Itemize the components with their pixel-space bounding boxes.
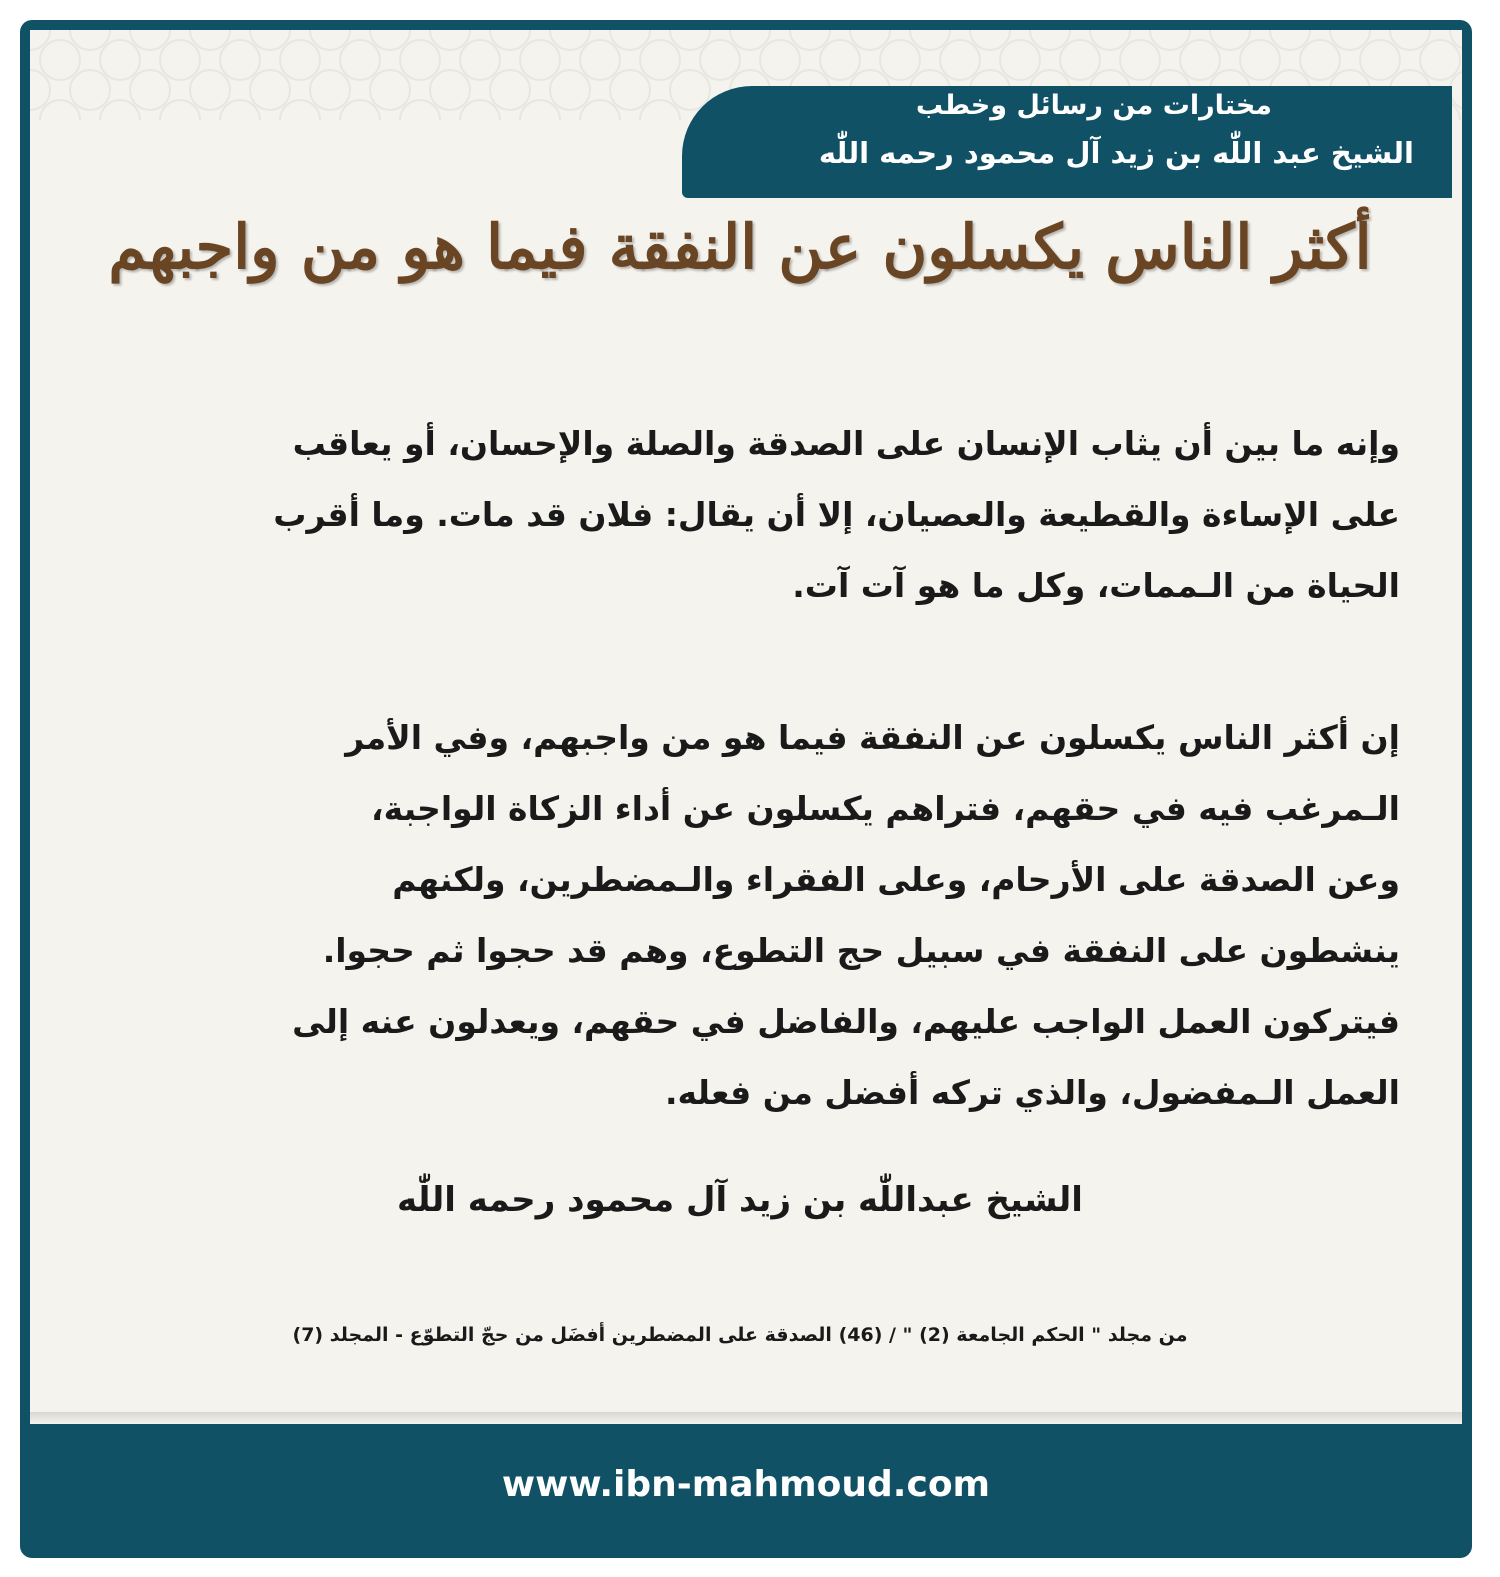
series-title: مختارات من رسائل وخطب xyxy=(915,90,1272,121)
paragraph-2 xyxy=(292,702,1400,1128)
paragraph-1 xyxy=(273,408,1400,621)
paragraph-line: إن أكثر الناس يكسلون عن النفقة فيما هو من واجبهم، وفي الأمر xyxy=(345,718,1400,757)
series-author: الشيخ عبد اللّٰه بن زيد آل محمود رحمه اللّٰه xyxy=(818,136,1414,170)
series-header xyxy=(682,86,1452,198)
paragraph-line: فيتركون العمل الواجب عليهم، والفاضل في حقهم، ويعدلون عنه إلى xyxy=(292,1002,1400,1041)
paragraph-line: على الإساءة والقطيعة والعصيان، إلا أن يقال: فلان قد مات. وما أقرب xyxy=(273,495,1400,534)
source-reference: من مجلد " الحكم الجامعة (2) " / (46) الصدقة على المضطرين أفضَل من حجّ التطوّع - المجلد (7) xyxy=(292,1324,1188,1346)
paragraph-line: الحياة من الـممات، وكل ما هو آت آت. xyxy=(792,566,1400,605)
paragraph-line: وعن الصدقة على الأرحام، وعلى الفقراء والـمضطرين، ولكنهم xyxy=(392,860,1400,899)
paragraph-line: الـمرغب فيه في حقهم، فتراهم يكسلون عن أداء الزكاة الواجبة، xyxy=(371,789,1400,828)
signature: الشيخ عبداللّٰه بن زيد آل محمود رحمه اللّٰه xyxy=(397,1180,1083,1220)
article-title: أكثر الناس يكسلون عن النفقة فيما هو من واجبهم xyxy=(108,212,1372,283)
paragraph-line: وإنه ما بين أن يثاب الإنسان على الصدقة والصلة والإحسان، أو يعاقب xyxy=(292,424,1400,463)
paragraph-line: العمل الـمفضول، والذي تركه أفضل من فعله. xyxy=(665,1073,1400,1112)
paragraph-line: ينشطون على النفقة في سبيل حج التطوع، وهم قد حجوا ثم حجوا. xyxy=(322,931,1400,970)
divider xyxy=(30,1412,1462,1424)
footer-url[interactable]: www.ibn-mahmoud.com xyxy=(501,1464,991,1505)
